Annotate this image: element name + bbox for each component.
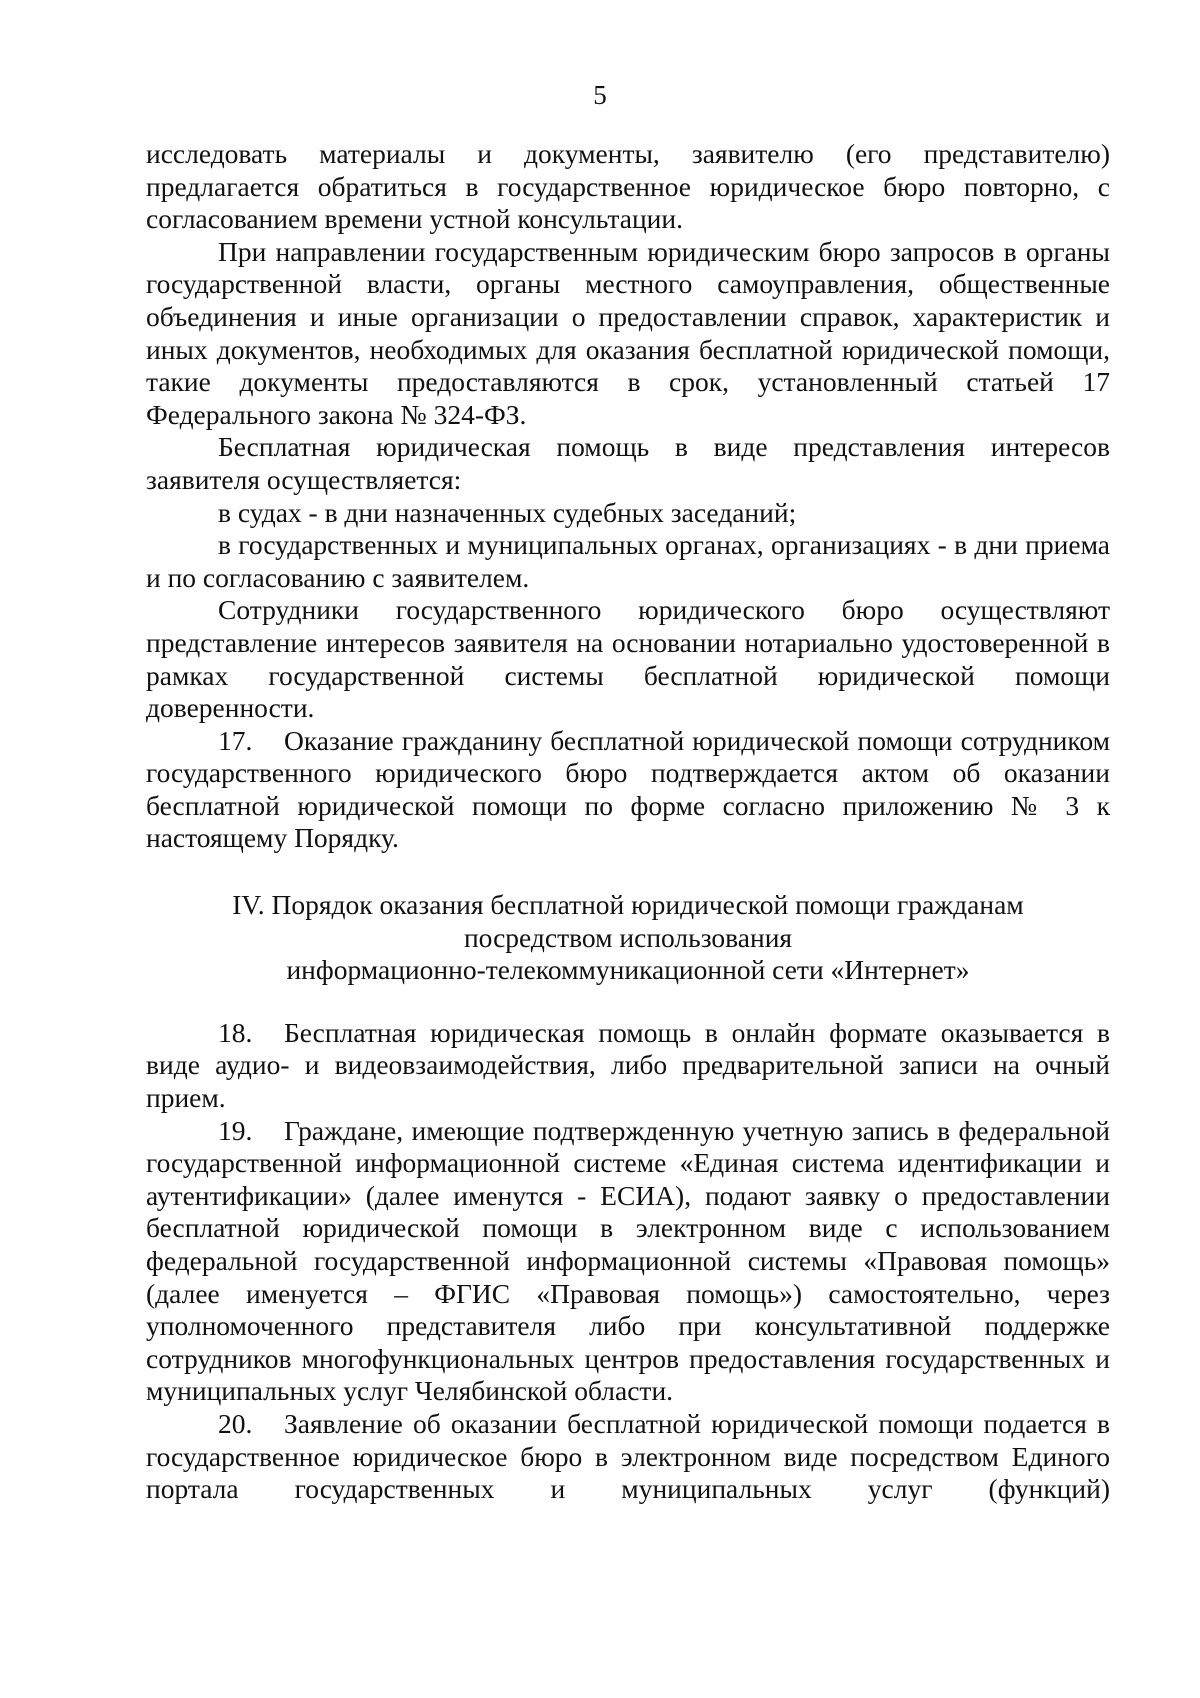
paragraph-courts: в судах - в дни назначенных судебных заседаний; [218, 496, 797, 528]
item-text: Бесплатная юридическая помощь в онлайн формате оказывается в виде аудио- и видеовзаимодействия, либо предварительной записи на очный прием. [146, 1016, 1110, 1114]
item-text: Заявление об оказании бесплатной юридической помощи подается в государственное юридическое бюро в электронном виде посредством Единого портала государственных и муниципальных услуг (функций) [146, 1407, 1110, 1505]
paragraph-item-20 [146, 1408, 1110, 1506]
item-number: 20. [218, 1407, 253, 1439]
paragraph-item-19 [146, 1115, 1110, 1408]
item-number: 18. [218, 1016, 253, 1048]
section-heading [146, 889, 1110, 987]
item-number: 17. [218, 724, 253, 756]
page-number: 5 [593, 80, 607, 110]
item-text: Оказание гражданину бесплатной юридической помощи сотрудником государственного юридического бюро подтверждается актом об оказании бесплатной юридической помощи по форме согласно приложению № 3 к настоящему Порядку. [146, 724, 1110, 854]
paragraph-item-18 [146, 1017, 1110, 1115]
paragraph-continuation: исследовать материалы и документы, заявителю (его представителю) предлагается обратиться в государственное юридическое бюро повторно, с согласованием времени устной консультации. [146, 138, 1110, 235]
paragraph-representation: Бесплатная юридическая помощь в виде представления интересов заявителя осуществляется: [146, 431, 1110, 495]
paragraph-employees: Сотрудники государственного юридического бюро осуществляют представление интересов заявителя на основании нотариально удостоверенной в рамках государственной системы бесплатной юридической помощи доверенности. [146, 594, 1110, 724]
item-number: 19. [218, 1114, 253, 1146]
paragraph-organs: в государственных и муниципальных органах, организациях - в дни приема и по согласованию с заявителем. [146, 529, 1110, 593]
section-heading-line-2: посредством использования [463, 921, 793, 953]
section-heading-line-1: IV. Порядок оказания бесплатной юридической помощи гражданам [232, 889, 1024, 921]
section-heading-line-3: информационно-телекоммуникационной сети «Интернет» [286, 954, 970, 986]
document-body [146, 138, 1110, 1506]
item-text: Граждане, имеющие подтвержденную учетную запись в федеральной государственной информационной системе «Единая система идентификации и аутентификации» (далее именутся - ЕСИА), подают заявку о предоставлении бесплатной юридической помощи в электронном виде с использованием федеральной государственной информационной системы «Правовая помощь» (далее именуется – ФГИС «Правовая помощь») самостоятельно, через уполномоченного представителя либо при консультативной поддержке сотрудников многофункциональных центров предоставления государственных и муниципальных услуг Челябинской области. [146, 1114, 1110, 1407]
paragraph-item-17 [146, 725, 1110, 855]
paragraph-requests: При направлении государственным юридическим бюро запросов в органы государственной власти, органы местного самоуправления, общественные объединения и иные организации о предоставлении справок, характеристик и иных документов, необходимых для оказания бесплатной юридической помощи, такие документы предоставляются в срок, установленный статьей 17 Федерального закона № 324-ФЗ. [146, 235, 1110, 430]
